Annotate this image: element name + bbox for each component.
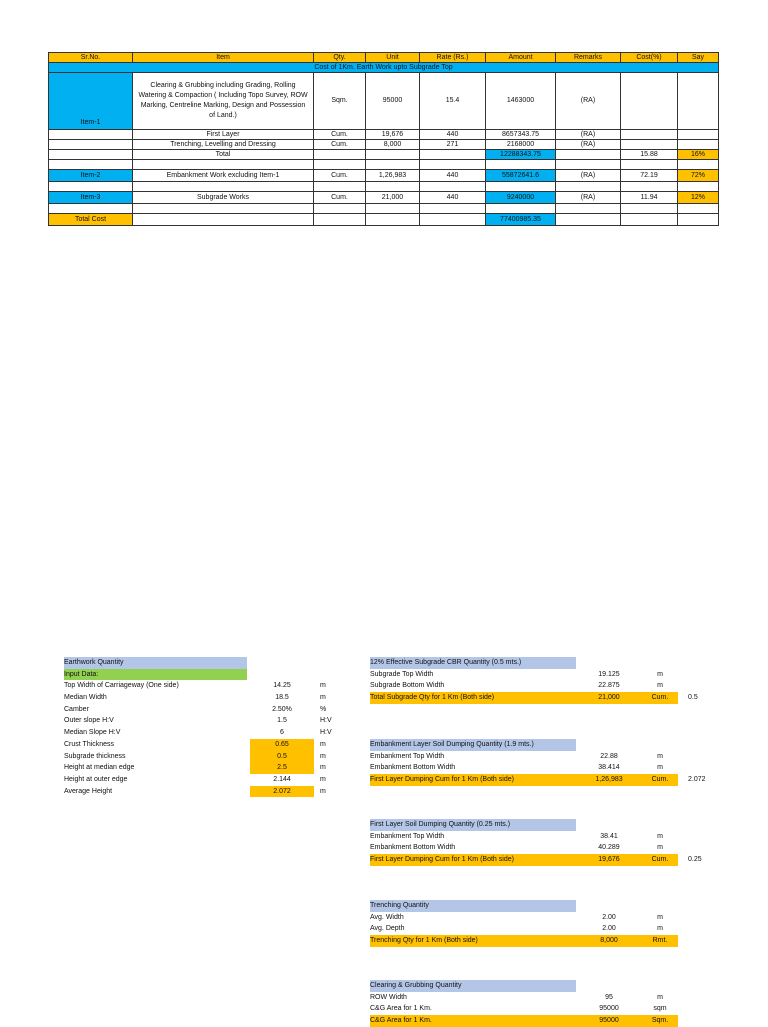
- median-slope-value: 6: [280, 729, 284, 737]
- item3-srno: Item-3: [49, 192, 133, 204]
- trenching-row: [49, 140, 719, 150]
- total-qty: [314, 150, 366, 160]
- subgrade-total-unit: Cum.: [651, 694, 669, 702]
- item1-remarks: (RA): [556, 73, 621, 130]
- item3-desc: Subgrade Works: [133, 192, 314, 204]
- item1-rate: 15.4: [420, 73, 486, 130]
- cost-table: [48, 52, 719, 226]
- earthwork-block: [64, 657, 334, 797]
- table-subtitle: Cost of 1Km. Earth Work upto Subgrade Top: [49, 63, 719, 73]
- item1-qty: Sqm.: [314, 73, 366, 130]
- top-width-label: Top Width of Carriageway (One side): [64, 682, 179, 690]
- first-layer-row: [49, 130, 719, 140]
- first-layer-total-unit: Cum.: [651, 856, 669, 864]
- camber-unit: %: [320, 705, 327, 713]
- first-layer-bottom-width-label: Embankment Bottom Width: [370, 844, 456, 852]
- first-layer-row-2: [370, 842, 730, 854]
- subgrade-title: 12% Effective Subgrade CBR Quantity (0.5 mts.): [370, 657, 576, 669]
- header-qty: Qty.: [314, 53, 366, 63]
- earthwork-row-8: [64, 762, 334, 774]
- trenching-title: Trenching Quantity: [370, 900, 576, 912]
- trenching-block: [370, 900, 730, 947]
- embankment-top-width-label: Embankment Top Width: [370, 752, 445, 760]
- item1-unit: 95000: [366, 73, 420, 130]
- embankment-total-value: 1,26,983: [595, 776, 623, 784]
- median-width-unit: m: [320, 694, 326, 702]
- item2-rate: 440: [420, 170, 486, 182]
- median-width-value: 18.5: [275, 694, 289, 702]
- total-unit: [366, 150, 420, 160]
- clearing-title-row: [370, 980, 730, 992]
- header-unit: Unit: [366, 53, 420, 63]
- item1-row: [49, 73, 719, 130]
- item2-qty: Cum.: [314, 170, 366, 182]
- item3-amount: 9240000: [486, 192, 556, 204]
- item1-srno: Item-1: [49, 73, 133, 130]
- item1-desc: Clearing & Grubbing including Grading, Rolling Watering & Compaction ( Including Topo Survey, ROW Marking, Centreline Marking, Design and Possession of Land.): [133, 73, 314, 130]
- earthwork-row-3: [64, 704, 334, 716]
- earthwork-row-10: [64, 786, 334, 798]
- total-rate: [420, 150, 486, 160]
- header-srno: Sr.No.: [49, 53, 133, 63]
- item2-cost-percent: 72.19: [621, 170, 678, 182]
- item3-cost-percent: 11.94: [621, 192, 678, 204]
- avg-depth-label: Avg. Depth: [370, 925, 405, 933]
- crust-thickness-unit: m: [320, 740, 326, 748]
- subgrade-row-2: [370, 680, 730, 692]
- header-cost: Cost(%): [621, 53, 678, 63]
- total-cost-percent: 15.88: [621, 150, 678, 160]
- total-cost-amount: 77400985.35: [486, 214, 556, 226]
- trenching-remarks: (RA): [556, 140, 621, 150]
- item2-desc: Embankment Work excluding Item-1: [133, 170, 314, 182]
- trenching-total-value: 8,000: [600, 937, 618, 945]
- row-width-value: 95: [605, 993, 613, 1001]
- earthwork-row-9: [64, 774, 334, 786]
- first-layer-bottom-width-unit: m: [657, 844, 663, 852]
- first-layer-title-row: [370, 819, 730, 831]
- total-desc: Total: [133, 150, 314, 160]
- first-layer-remarks: (RA): [556, 130, 621, 140]
- first-layer-bottom-width-value: 40.289: [598, 844, 620, 852]
- embankment-top-width-value: 22.88: [600, 752, 618, 760]
- embankment-row-1: [370, 751, 730, 763]
- cg-area-unit: sqm: [653, 1005, 667, 1013]
- total-srno: [49, 150, 133, 160]
- first-layer-desc: First Layer: [133, 130, 314, 140]
- subgrade-top-width-value: 19.125: [598, 670, 620, 678]
- clearing-total-unit: Sqm.: [651, 1017, 669, 1025]
- subgrade-top-width-unit: m: [657, 670, 663, 678]
- item2-say: 72%: [678, 170, 719, 182]
- avg-depth-value: 2.00: [602, 925, 616, 933]
- item1-cost: [621, 73, 678, 130]
- embankment-top-width-unit: m: [657, 752, 663, 760]
- subgrade-total-row: [370, 692, 730, 704]
- trenching-rate: 271: [420, 140, 486, 150]
- total-cost-label: Total Cost: [49, 214, 133, 226]
- first-layer-say: [678, 130, 719, 140]
- height-outer-label: Height at outer edge: [64, 775, 128, 783]
- top-width-unit: m: [320, 682, 326, 690]
- spacer-row-2: [49, 182, 719, 192]
- header-remarks: Remarks: [556, 53, 621, 63]
- height-median-unit: m: [320, 764, 326, 772]
- subgrade-top-width-label: Subgrade Top Width: [370, 670, 434, 678]
- trenching-total-row: [370, 935, 730, 947]
- first-layer-title: First Layer Soil Dumping Quantity (0.25 mts.): [370, 819, 576, 831]
- subgrade-thickness-value[interactable]: 0.5: [250, 751, 314, 763]
- embankment-row-2: [370, 762, 730, 774]
- item3-row: [49, 192, 719, 204]
- first-layer-total-label: First Layer Dumping Cum for 1 Km (Both side): [370, 854, 678, 866]
- item2-remarks: (RA): [556, 170, 621, 182]
- first-layer-qty: Cum.: [314, 130, 366, 140]
- header-amount: Amount: [486, 53, 556, 63]
- first-layer-amount: 8657343.75: [486, 130, 556, 140]
- item1-amount: 1463000: [486, 73, 556, 130]
- earthwork-title-row: [64, 657, 334, 669]
- trenching-total-label: Trenching Qty for 1 Km (Both side): [370, 935, 678, 947]
- input-data-row: [64, 669, 334, 681]
- subgrade-bottom-width-unit: m: [657, 682, 663, 690]
- average-height-unit: m: [320, 787, 326, 795]
- total-row: [49, 150, 719, 160]
- item3-qty: Cum.: [314, 192, 366, 204]
- clearing-block: [370, 980, 730, 1027]
- embankment-total-label: First Layer Dumping Cum for 1 Km (Both side): [370, 774, 678, 786]
- trenching-amount: 2168000: [486, 140, 556, 150]
- trenching-cost: [621, 140, 678, 150]
- top-width-value: 14.25: [273, 682, 291, 690]
- outer-slope-value: 1.5: [277, 717, 287, 725]
- row-width-unit: m: [657, 993, 663, 1001]
- item3-say: 12%: [678, 192, 719, 204]
- first-layer-top-width-value: 38.41: [600, 832, 618, 840]
- subgrade-thickness-unit: m: [320, 752, 326, 760]
- spacer-row-3: [49, 204, 719, 214]
- earthwork-row-1: [64, 680, 334, 692]
- subgrade-bottom-width-label: Subgrade Bottom Width: [370, 682, 445, 690]
- trenching-total-unit: Rmt.: [652, 937, 668, 945]
- item1-say: [678, 73, 719, 130]
- height-outer-value: 2.144: [273, 775, 291, 783]
- embankment-bottom-width-label: Embankment Bottom Width: [370, 764, 456, 772]
- subgrade-row-1: [370, 669, 730, 681]
- subgrade-bottom-width-value: 22.875: [598, 682, 620, 690]
- clearing-total-value: 95000: [599, 1017, 619, 1025]
- trenching-unit: 8,000: [366, 140, 420, 150]
- embankment-title-row: [370, 739, 730, 751]
- earthwork-title: Earthwork Quantity: [64, 657, 247, 669]
- clearing-total-label: C&G Area for 1 Km.: [370, 1015, 678, 1027]
- item2-row: [49, 170, 719, 182]
- earthwork-row-7: [64, 751, 334, 763]
- item3-unit: 21,000: [366, 192, 420, 204]
- outer-slope-label: Outer slope H:V: [64, 717, 114, 725]
- subgrade-thickness-label: Subgrade thickness: [64, 752, 126, 760]
- embankment-bottom-width-unit: m: [657, 764, 663, 772]
- embankment-total-extra: 2.072: [688, 776, 706, 784]
- total-amount: 12288343.75: [486, 150, 556, 160]
- trenching-say: [678, 140, 719, 150]
- average-height-value[interactable]: 2.072: [250, 786, 314, 798]
- avg-width-value: 2.00: [602, 913, 616, 921]
- trenching-qty-row-1: [370, 912, 730, 924]
- item3-remarks: (RA): [556, 192, 621, 204]
- clearing-row-1: [370, 992, 730, 1004]
- camber-label: Camber: [64, 705, 89, 713]
- cg-area-label: C&G Area for 1 Km.: [370, 1005, 432, 1013]
- first-layer-total-extra: 0.25: [688, 856, 702, 864]
- subtitle-row: [49, 63, 719, 73]
- header-item: Item: [133, 53, 314, 63]
- subgrade-title-row: [370, 657, 730, 669]
- subgrade-total-extra: 0.5: [688, 694, 698, 702]
- subgrade-total-value: 21,000: [598, 694, 620, 702]
- height-median-label: Height at median edge: [64, 764, 135, 772]
- item2-amount: 55872641.6: [486, 170, 556, 182]
- first-layer-cost: [621, 130, 678, 140]
- avg-width-label: Avg. Width: [370, 913, 404, 921]
- crust-thickness-label: Crust Thickness: [64, 740, 115, 748]
- embankment-bottom-width-value: 38.414: [598, 764, 620, 772]
- average-height-label: Average Height: [64, 787, 113, 795]
- height-outer-unit: m: [320, 775, 326, 783]
- median-slope-label: Median Slope H:V: [64, 729, 121, 737]
- first-layer-srno: [49, 130, 133, 140]
- first-layer-row-1: [370, 831, 730, 843]
- trenching-desc: Trenching, Levelling and Dressing: [133, 140, 314, 150]
- first-layer-total-row: [370, 854, 730, 866]
- header-rate: Rate (Rs.): [420, 53, 486, 63]
- median-slope-unit: H:V: [320, 729, 332, 737]
- item2-srno: Item-2: [49, 170, 133, 182]
- header-say: Say: [678, 53, 719, 63]
- total-say: 16%: [678, 150, 719, 160]
- earthwork-row-6: [64, 739, 334, 751]
- avg-depth-unit: m: [657, 925, 663, 933]
- embankment-block: [370, 739, 730, 786]
- first-layer-top-width-label: Embankment Top Width: [370, 832, 445, 840]
- clearing-title: Clearing & Grubbing Quantity: [370, 980, 576, 992]
- clearing-total-row: [370, 1015, 730, 1027]
- earthwork-row-4: [64, 715, 334, 727]
- subgrade-total-label: Total Subgrade Qty for 1 Km (Both side): [370, 692, 678, 704]
- trenching-srno: [49, 140, 133, 150]
- embankment-title: Embankment Layer Soil Dumping Quantity (1.9 mts.): [370, 739, 576, 751]
- first-layer-top-width-unit: m: [657, 832, 663, 840]
- trenching-title-row: [370, 900, 730, 912]
- trenching-qty-row-2: [370, 923, 730, 935]
- item2-unit: 1,26,983: [366, 170, 420, 182]
- embankment-total-unit: Cum.: [651, 776, 669, 784]
- input-data-label: Input Data:: [64, 669, 247, 681]
- cg-area-value: 95000: [599, 1005, 619, 1013]
- earthwork-row-2: [64, 692, 334, 704]
- camber-value: 2.50%: [272, 705, 292, 713]
- total-cost-row: [49, 214, 719, 226]
- clearing-row-2: [370, 1003, 730, 1015]
- embankment-total-row: [370, 774, 730, 786]
- earthwork-row-5: [64, 727, 334, 739]
- spacer-row-1: [49, 160, 719, 170]
- outer-slope-unit: H:V: [320, 717, 332, 725]
- height-median-value[interactable]: 2.5: [250, 762, 314, 774]
- item3-rate: 440: [420, 192, 486, 204]
- total-remarks: [556, 150, 621, 160]
- row-width-label: ROW Width: [370, 993, 407, 1001]
- avg-width-unit: m: [657, 913, 663, 921]
- first-layer-total-value: 19,676: [598, 856, 620, 864]
- trenching-qty: Cum.: [314, 140, 366, 150]
- first-layer-block: [370, 819, 730, 866]
- subgrade-block: [370, 657, 730, 704]
- crust-thickness-value[interactable]: 0.65: [250, 739, 314, 751]
- first-layer-unit: 19,676: [366, 130, 420, 140]
- header-row: [49, 53, 719, 63]
- first-layer-rate: 440: [420, 130, 486, 140]
- median-width-label: Median Width: [64, 694, 107, 702]
